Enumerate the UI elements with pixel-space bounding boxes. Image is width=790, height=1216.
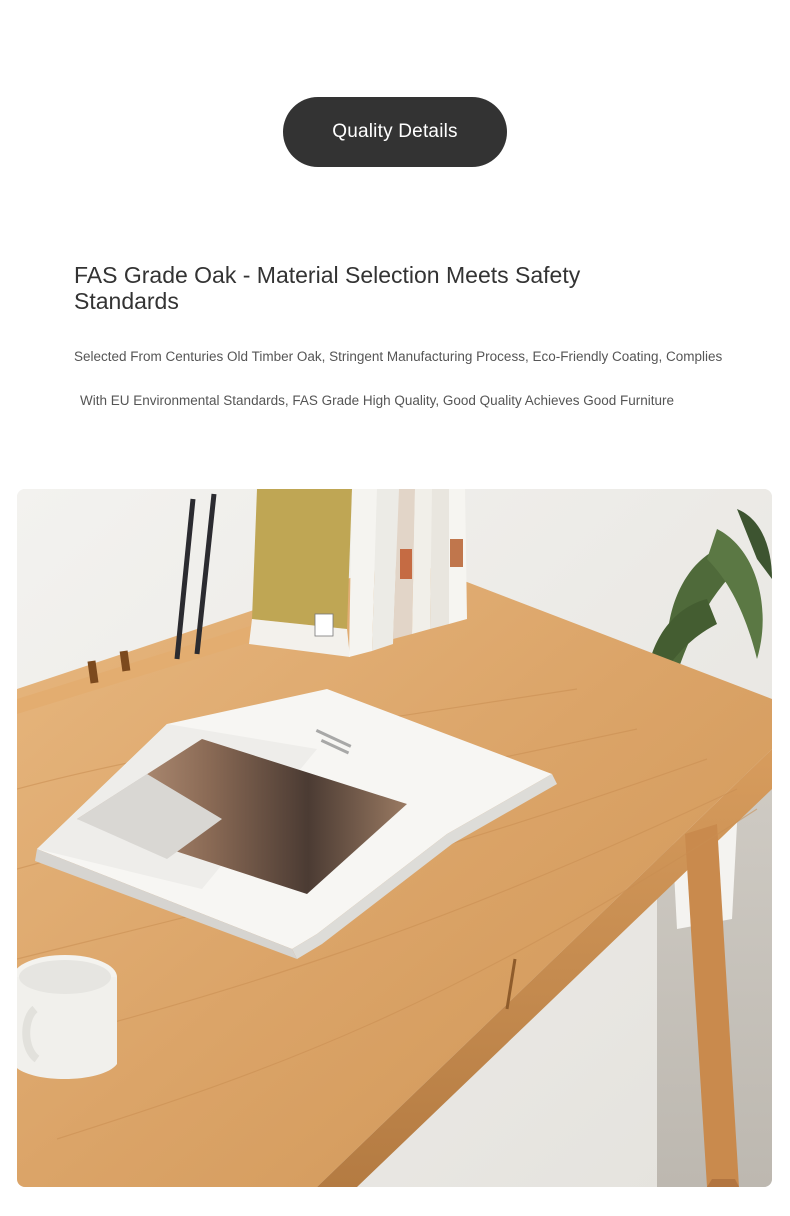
oak-desk-illustration [17, 489, 772, 1187]
description-line-2: With EU Environmental Standards, FAS Grade High Quality, Good Quality Achieves Good Furniture [80, 393, 675, 408]
section-heading: FAS Grade Oak - Material Selection Meets Safety Standards [74, 262, 581, 314]
product-photo [17, 489, 772, 1187]
description-line-1: Selected From Centuries Old Timber Oak, Stringent Manufacturing Process, Eco-Friendly Coating, Complies [74, 349, 723, 364]
quality-details-button[interactable] [283, 97, 507, 167]
quality-details-label: Quality Details [332, 121, 458, 142]
